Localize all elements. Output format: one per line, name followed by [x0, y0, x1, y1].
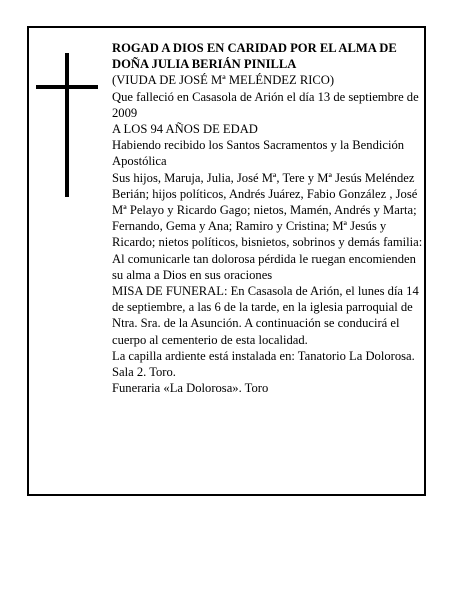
latin-cross-icon — [36, 53, 98, 197]
cross-horizontal-bar — [36, 85, 98, 89]
funeral-mass-info: MISA DE FUNERAL: En Casasola de Arión, el lunes día 14 de septiembre, a las 6 de la tarde, en la iglesia parroquial de Ntra. Sra. de la Asunción. A continuación se conducirá el cuerpo al cementerio de esta localidad. — [112, 284, 419, 347]
funeral-home: Funeraria «La Dolorosa». Toro — [112, 381, 269, 396]
cross-vertical-bar — [65, 53, 69, 197]
widow-of-line: (VIUDA DE JOSÉ Mª MELÉNDEZ RICO) — [112, 73, 335, 88]
prayer-request: Al comunicarle tan dolorosa pérdida le ruegan encomienden su alma a Dios en sus oraciones — [112, 251, 416, 282]
family-list: Sus hijos, Maruja, Julia, José Mª, Tere y Mª Jesús Meléndez Berián; hijos políticos, Andrés Juárez, Fabio González , José Mª Pelayo y Ricardo Gago; nietos, Mamén, Andrés y Marta; Fernando, Gema y Ana; Ramiro y Cristina; Mª Jesús y Ricardo; nietos políticos, bisnietos, sobrinos y demás familia: — [112, 170, 423, 250]
age-line: A LOS 94 AÑOS DE EDAD — [112, 122, 258, 137]
chapel-info: La capilla ardiente está instalada en: Tanatorio La Dolorosa. Sala 2. Toro. — [112, 348, 415, 380]
notice-heading: ROGAD A DIOS EN CARIDAD POR EL ALMA DE — [112, 41, 397, 55]
notice-text — [112, 40, 424, 396]
death-info: Que falleció en Casasola de Arión el día 13 de septiembre de 2009 — [112, 89, 419, 120]
deceased-name: DOÑA JULIA BERIÁN PINILLA — [112, 57, 297, 72]
sacraments-line: Habiendo recibido los Santos Sacramentos y la Bendición Apostólica — [112, 138, 405, 169]
